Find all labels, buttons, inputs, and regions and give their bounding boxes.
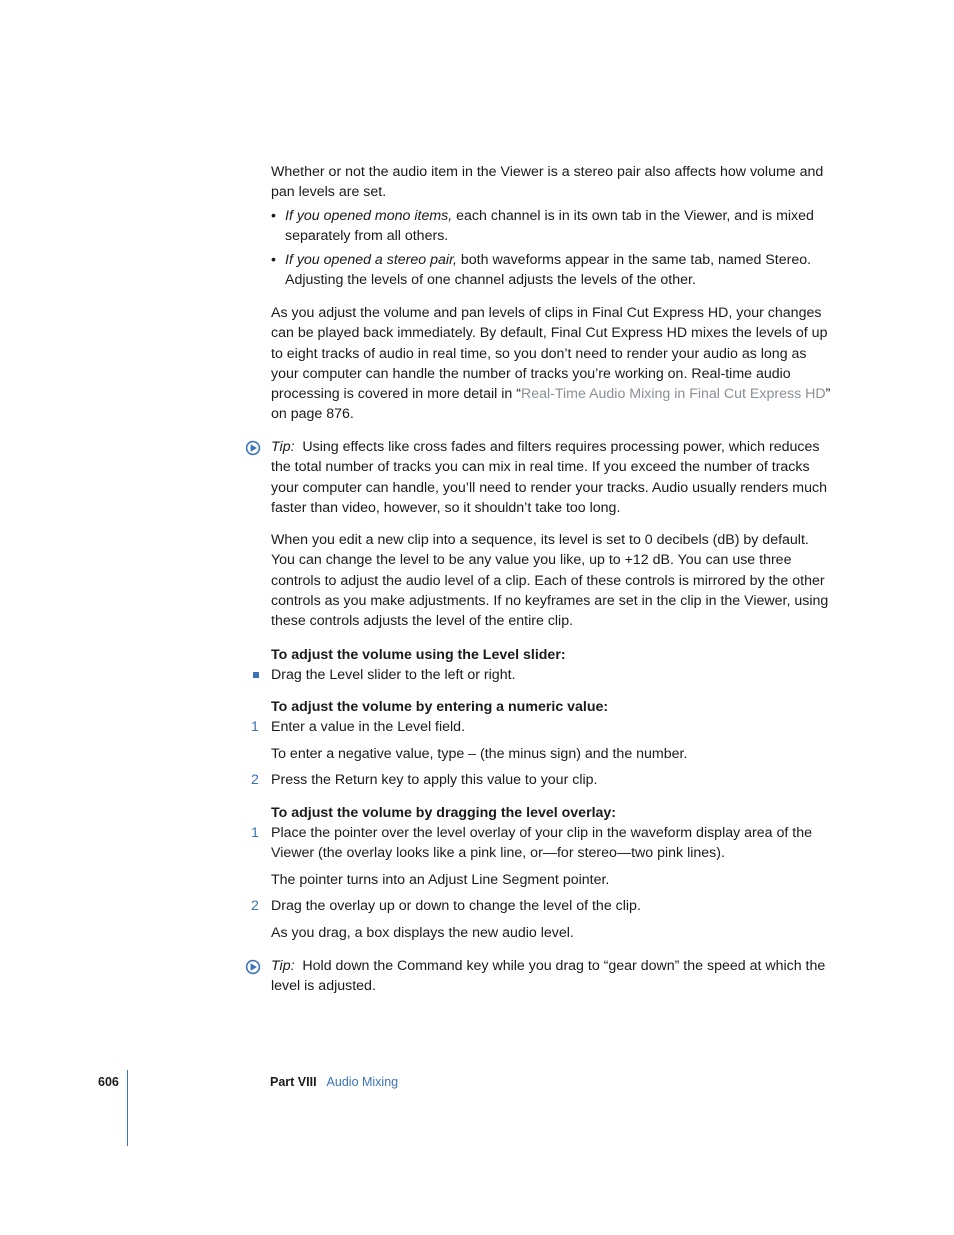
bullet-dot: • [271, 252, 276, 268]
bullet-mono [271, 206, 831, 247]
tip-text: Hold down the Command key while you drag to “gear down” the speed at which the level is adjusted. [271, 958, 830, 995]
bullet-lead: If you opened a stereo pair, [285, 252, 457, 268]
level-paragraph: When you edit a new clip into a sequence, its level is set to 0 decibels (dB) by default. You can change the level to be any value you like, up to +12 dB. You can use three controls to adjust the audio level of a clip. Each of these controls is mirrored by the other controls as you make adjustments. If no keyframes are set in the clip in the Viewer, using these controls adjusts the level of the entire clip. [271, 532, 829, 630]
task-step: Press the Return key to apply this value to your clip. [271, 772, 598, 788]
intro-paragraph: Whether or not the audio item in the Viewer is a stereo pair also affects how volume and pan levels are set. [271, 164, 824, 201]
step-number: 2 [251, 772, 259, 788]
task-heading-numeric: To adjust the volume by entering a numeric value: [271, 699, 609, 715]
tip-text: Using effects like cross fades and filters requires processing power, which reduces the total number of tracks you can mix in real time. If you exceed the number of tracks your computer can handle, you’ll need to render your tracks. Audio usually renders much faster than video, however, so it shouldn’t take too long. [271, 439, 831, 516]
tip-arrow-icon [245, 440, 261, 456]
task-note: As you drag, a box displays the new audio level. [271, 925, 574, 941]
realtime-paragraph [271, 303, 831, 425]
task-note: To enter a negative value, type – (the minus sign) and the number. [271, 746, 688, 762]
task-step: Place the pointer over the level overlay of your clip in the waveform display area of the Viewer (the overlay looks like a pink line, or—for stereo—two pink lines). [271, 825, 812, 862]
bullet-lead: If you opened mono items, [285, 208, 453, 224]
bullet-text: both waveforms appear in the same tab, named Stereo. Adjusting the levels of one channel adjusts the levels of the other. [285, 252, 812, 289]
page-number: 606 [98, 1075, 119, 1089]
bullet-stereo [271, 250, 831, 291]
task-note: The pointer turns into an Adjust Line Segment pointer. [271, 872, 610, 888]
task-step: Drag the overlay up or down to change the level of the clip. [271, 898, 641, 914]
bullet-dot: • [271, 208, 276, 224]
step-number: 1 [251, 719, 259, 735]
square-bullet-icon [253, 672, 259, 678]
tip-paragraph [271, 437, 831, 518]
paragraph-text: ” on page 876. [271, 386, 831, 423]
task-step: Enter a value in the Level field. [271, 719, 466, 735]
part-title-link[interactable]: Audio Mixing [326, 1075, 399, 1089]
task-heading-slider: To adjust the volume using the Level slider: [271, 647, 566, 663]
part-label: Part VIII [270, 1075, 317, 1089]
footer-divider [127, 1070, 128, 1146]
footer-section [270, 1072, 398, 1092]
paragraph-text: As you adjust the volume and pan levels of clips in Final Cut Express HD, your changes can be played back immediately. By default, Final Cut Express HD mixes the levels of up to eight tracks of audio in real time, so you don’t need to render your audio as long as your computer can handle the number of tracks you’re working on. Real-time audio processing is covered in more detail in “ [271, 305, 828, 403]
task-step: Drag the Level slider to the left or right. [271, 667, 516, 683]
tip-paragraph [271, 956, 831, 997]
step-number: 2 [251, 898, 259, 914]
tip-label: Tip: [271, 439, 295, 455]
tip-arrow-icon [245, 959, 261, 975]
task-heading-overlay: To adjust the volume by dragging the level overlay: [271, 805, 617, 821]
step-number: 1 [251, 825, 259, 841]
tip-label: Tip: [271, 958, 295, 974]
cross-reference-link[interactable]: Real-Time Audio Mixing in Final Cut Express HD [520, 386, 826, 403]
bullet-text: each channel is in its own tab in the Viewer, and is mixed separately from all others. [285, 208, 814, 245]
